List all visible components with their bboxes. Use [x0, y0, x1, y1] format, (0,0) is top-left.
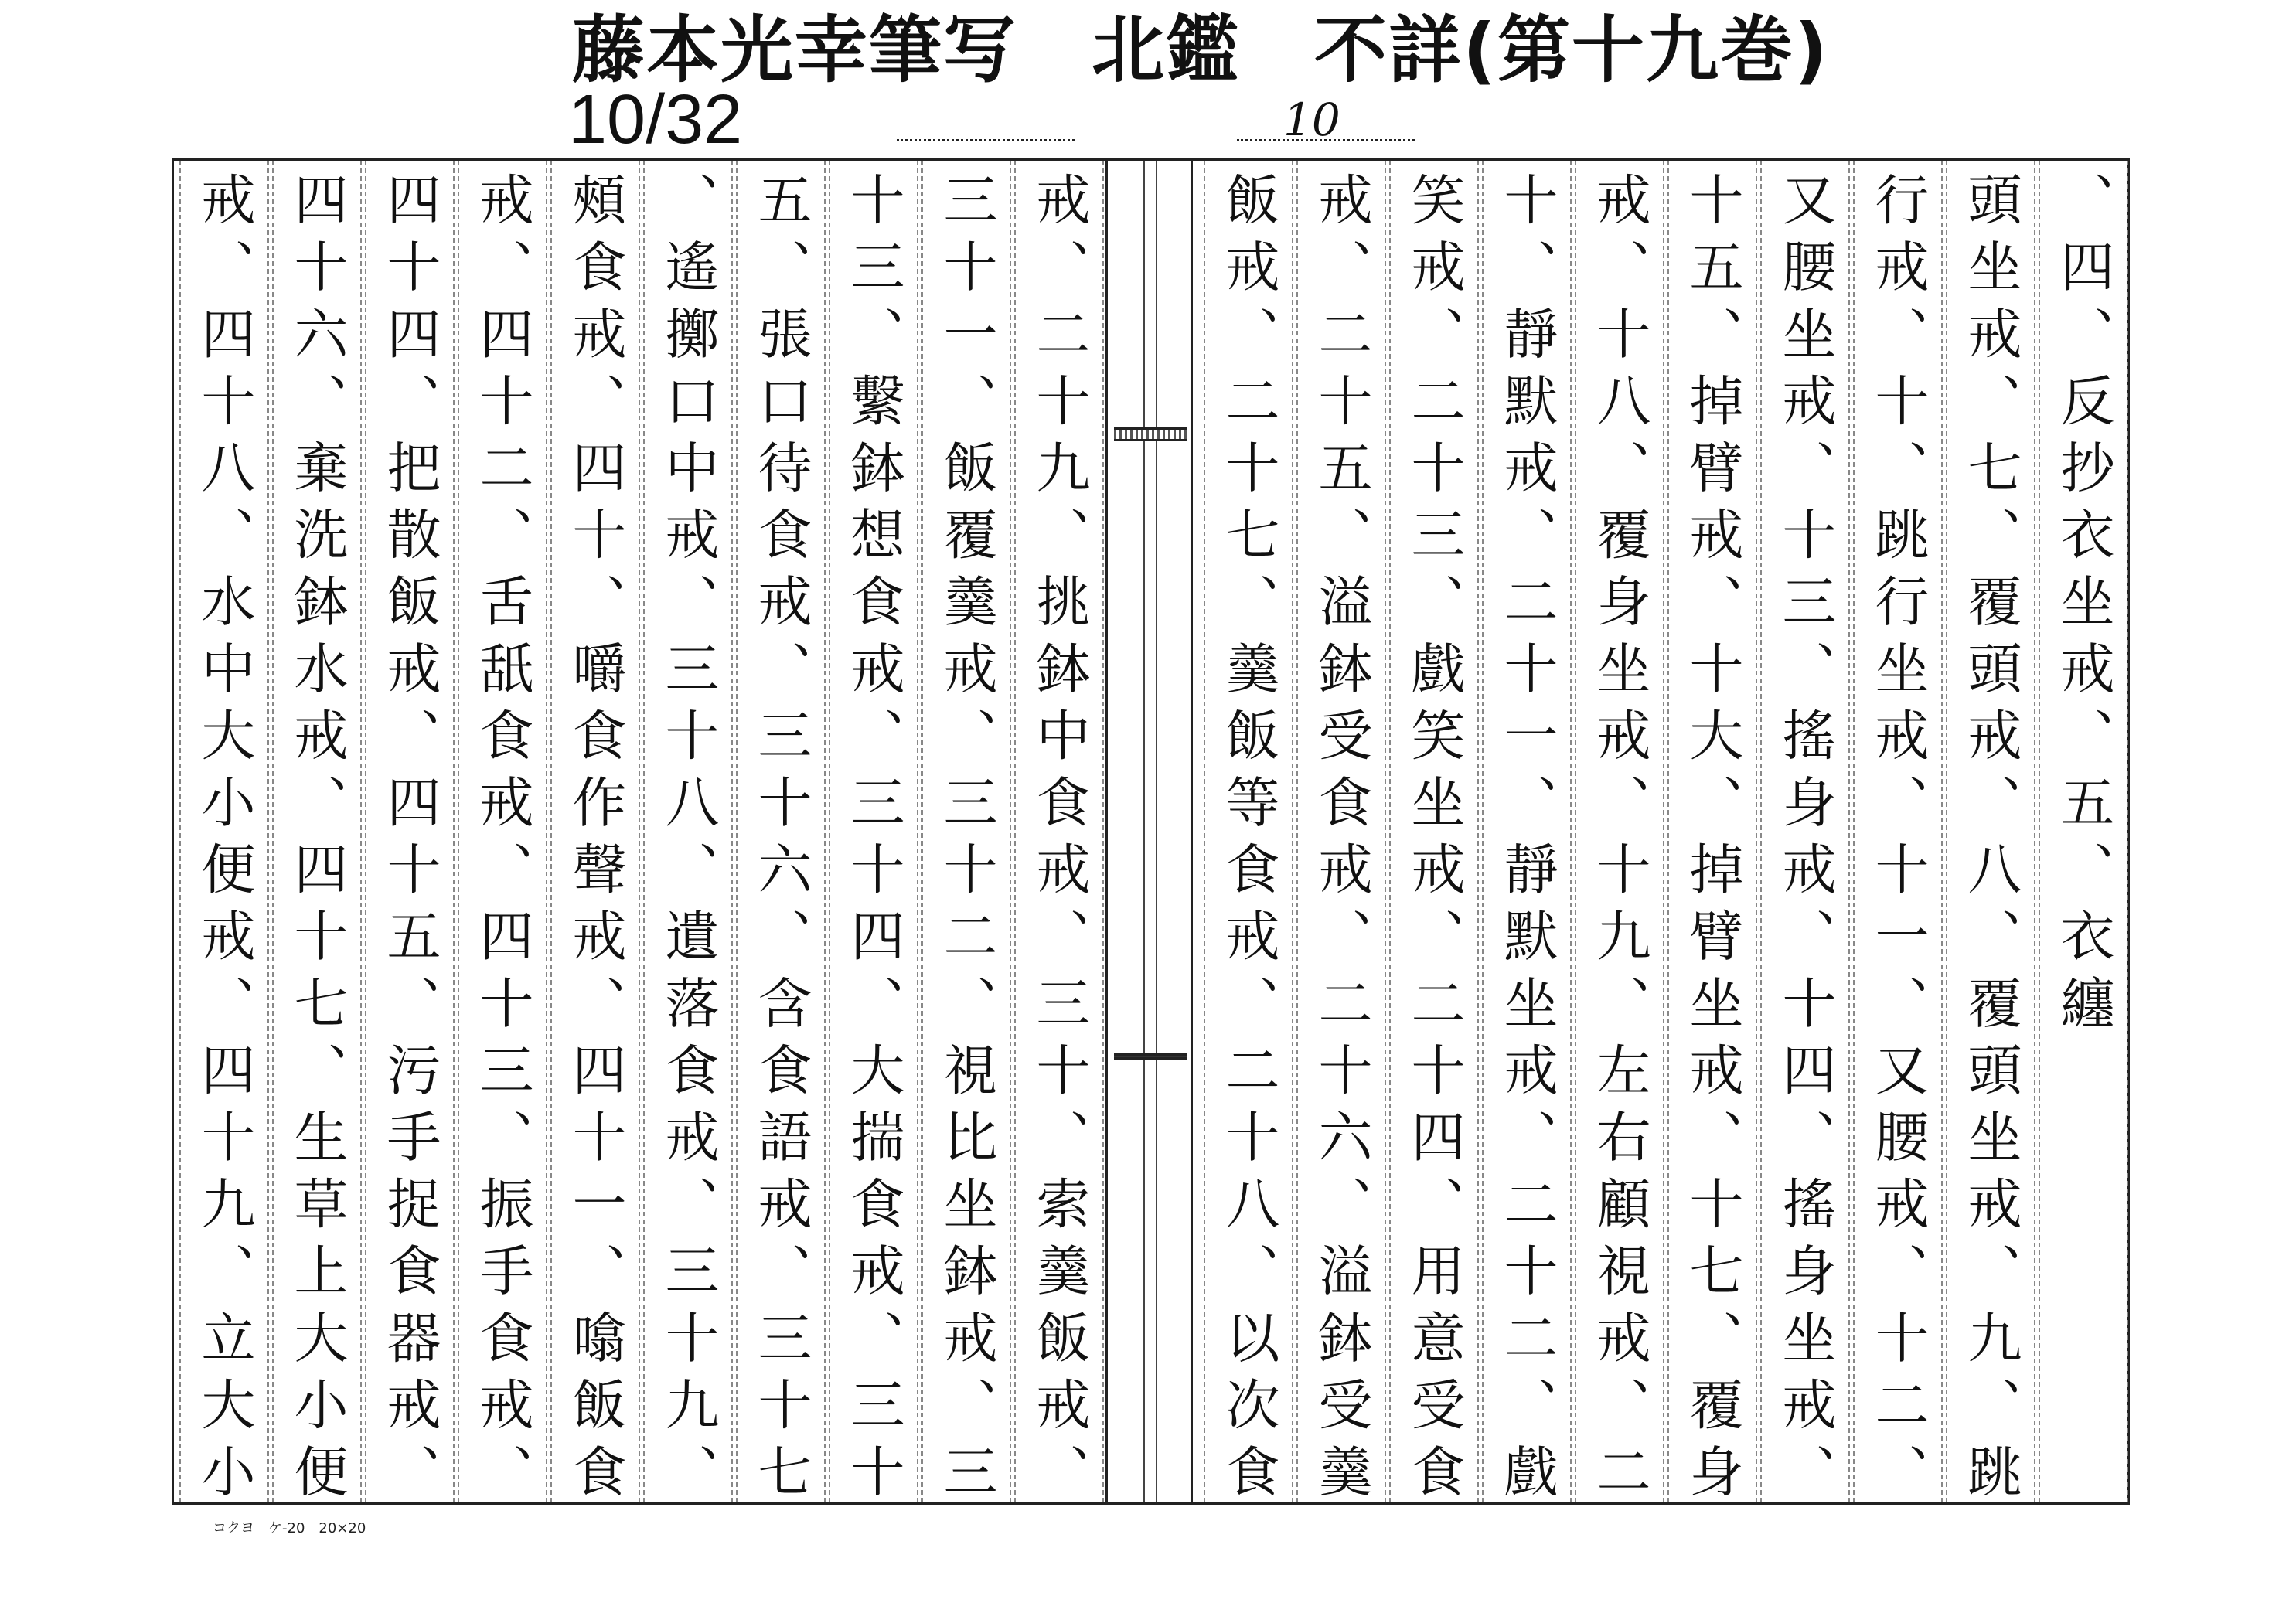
column-text: 五、張口待食戒、三十六、含食語戒、三十七 — [749, 172, 812, 1510]
text-column — [1482, 161, 1572, 1510]
column-text: 、遙擲口中戒、三十八、遺落食戒、三十九、 — [656, 172, 720, 1510]
page-count: 10/32 — [568, 81, 743, 158]
column-text: 四十六、棄洗鉢水戒、四十七、生草上大小便 — [285, 172, 349, 1510]
column-text: 戒、二十九、挑鉢中食戒、三十、索羹飯戒、 — [1027, 172, 1091, 1510]
column-text: 十五、掉臂戒、十大、掉臂坐戒、十七、覆身 — [1681, 172, 1744, 1510]
column-text: 戒、四十八、水中大小便戒、四十九、立大小 — [192, 172, 256, 1510]
gutter-emblem — [1114, 427, 1187, 441]
center-gutter — [1105, 161, 1193, 1502]
text-column — [1389, 161, 1479, 1510]
gutter-rule — [1143, 161, 1157, 1502]
text-column — [272, 161, 362, 1510]
text-column — [1575, 161, 1664, 1510]
column-text: 頰食戒、四十、嚼食作聲戒、四十一、噏飯食 — [564, 172, 627, 1510]
column-text: 十、靜默戒、二十一、靜默坐戒、二十二、戲 — [1495, 172, 1558, 1510]
text-column — [643, 161, 733, 1510]
column-text: 又腰坐戒、十三、搖身戒、十四、搖身坐戒、 — [1773, 172, 1837, 1510]
sheet-number: 10 — [1283, 94, 1340, 146]
column-text: 戒、二十五、溢鉢受食戒、二十六、溢鉢受羹 — [1310, 172, 1373, 1510]
column-text: 十三、繫鉢想食戒、三十四、大揣食戒、三十 — [842, 172, 905, 1510]
text-column — [1204, 161, 1293, 1510]
text-column — [921, 161, 1011, 1510]
page-title: 藤本光幸筆写 北鑑 不詳(第十九巻) — [572, 9, 1829, 93]
dotted-line-left — [897, 139, 1075, 141]
column-text: 四十四、把散飯戒、四十五、污手捉食器戒、 — [378, 172, 441, 1510]
text-column — [1014, 161, 1104, 1510]
text-column — [550, 161, 640, 1510]
column-text: 、四、反抄衣坐戒、五、衣纏 — [2052, 172, 2115, 1042]
column-text: 飯戒、二十七、羹飯等食戒、二十八、以次食 — [1217, 172, 1280, 1510]
paper-label: コクヨ ケ-20 20×20 — [213, 1520, 366, 1536]
text-column — [2039, 161, 2128, 1502]
text-column — [1853, 161, 1943, 1510]
text-column — [1946, 161, 2035, 1510]
manuscript-grid — [172, 158, 2130, 1510]
column-text: 戒、十八、覆身坐戒、十九、左右顧視戒、二 — [1588, 172, 1651, 1510]
column-text: 戒、四十二、舌舐食戒、四十三、振手食戒、 — [471, 172, 534, 1510]
grid-left-half — [174, 161, 1105, 1510]
column-text: 行戒、十、跳行坐戒、十一、又腰戒、十二、 — [1866, 172, 1930, 1510]
column-text: 笑戒、二十三、戲笑坐戒、二十四、用意受食 — [1402, 172, 1466, 1510]
gutter-bar — [1114, 1053, 1187, 1060]
text-column — [1667, 161, 1757, 1510]
column-text: 頭坐戒、七、覆頭戒、八、覆頭坐戒、九、跳 — [1959, 172, 2022, 1510]
text-column — [458, 161, 547, 1510]
text-column — [1760, 161, 1850, 1510]
grid-right-half — [1193, 161, 2130, 1510]
column-text: 三十一、飯覆羹戒、三十二、視比坐鉢戒、三 — [935, 172, 998, 1510]
text-column — [179, 161, 269, 1510]
text-column — [1296, 161, 1386, 1510]
text-column — [829, 161, 918, 1510]
text-column — [365, 161, 455, 1510]
text-column — [736, 161, 826, 1510]
